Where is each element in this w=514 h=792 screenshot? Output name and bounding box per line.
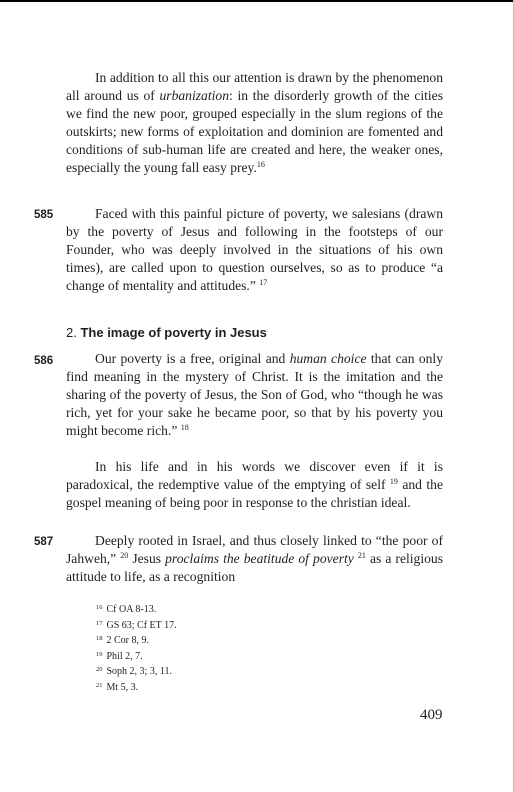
top-rule — [0, 0, 514, 2]
section-heading: 2. The image of poverty in Jesus — [66, 325, 267, 340]
footnote: $^{16}$ Cf OA 8-13. — [96, 604, 157, 615]
margin-number-587: 587 — [34, 536, 54, 548]
paragraph-587: Deeply rooted in Israel, and thus closely linked to “the poor of Jahweh,” $^{20}$ Jesus proclaims the beatitude of poverty $^{21}$ as a religious attitude to life, as a recognition — [66, 533, 444, 585]
footnote: $^{19}$ Phil 2, 7. — [96, 650, 143, 662]
margin-number-586: 586 — [34, 355, 54, 367]
footnote: $^{21}$ Mt 5, 3. — [96, 681, 139, 693]
paragraph-585: Faced with this painful picture of poverty, we salesians (drawn by the poverty of Jesus and following in the footsteps of our Founder, who was deeply involved in the situations of his own times), are called upon to question ourselves, so as to produce “a change of mentality and attitudes.” $^{17}$ — [66, 206, 443, 294]
footnotes — [96, 601, 177, 695]
footnote: $^{17}$ GS 63; Cf ET 17. — [96, 619, 177, 631]
paragraph-urbanization: In addition to all this our attention is drawn by the phenomenon all around us of urbanization: in the disorderly growth of the cities we find the new poor, grouped especially in the slum regions of the outskirts; new forms of exploitation and dominion are fomented and conditions of sub-human life are created and here, the weaker ones, especially the young fall easy prey.$^{16}$ — [66, 70, 444, 176]
footnote: $^{18}$ 2 Cor 8, 9. — [96, 635, 149, 647]
page-number: 409 — [420, 707, 443, 723]
footnote: $^{20}$ Soph 2, 3; 3, 11. — [96, 666, 172, 678]
paragraph-586: Our poverty is a free, original and human choice that can only find meaning in the mystery of Christ. It is the imitation and the sharing of the poverty of Jesus, the Son of God, who “though he was rich, yet for your sake he became poor, so that by his poverty you might become rich.” $^{18}$ — [66, 351, 444, 439]
margin-number-585: 585 — [34, 209, 54, 221]
paragraph-emptying: In his life and in his words we discover even if it is paradoxical, the redemptive value of the emptying of self $^{19}$ and the gospel meaning of being poor in response to the christian ideal. — [66, 459, 443, 511]
